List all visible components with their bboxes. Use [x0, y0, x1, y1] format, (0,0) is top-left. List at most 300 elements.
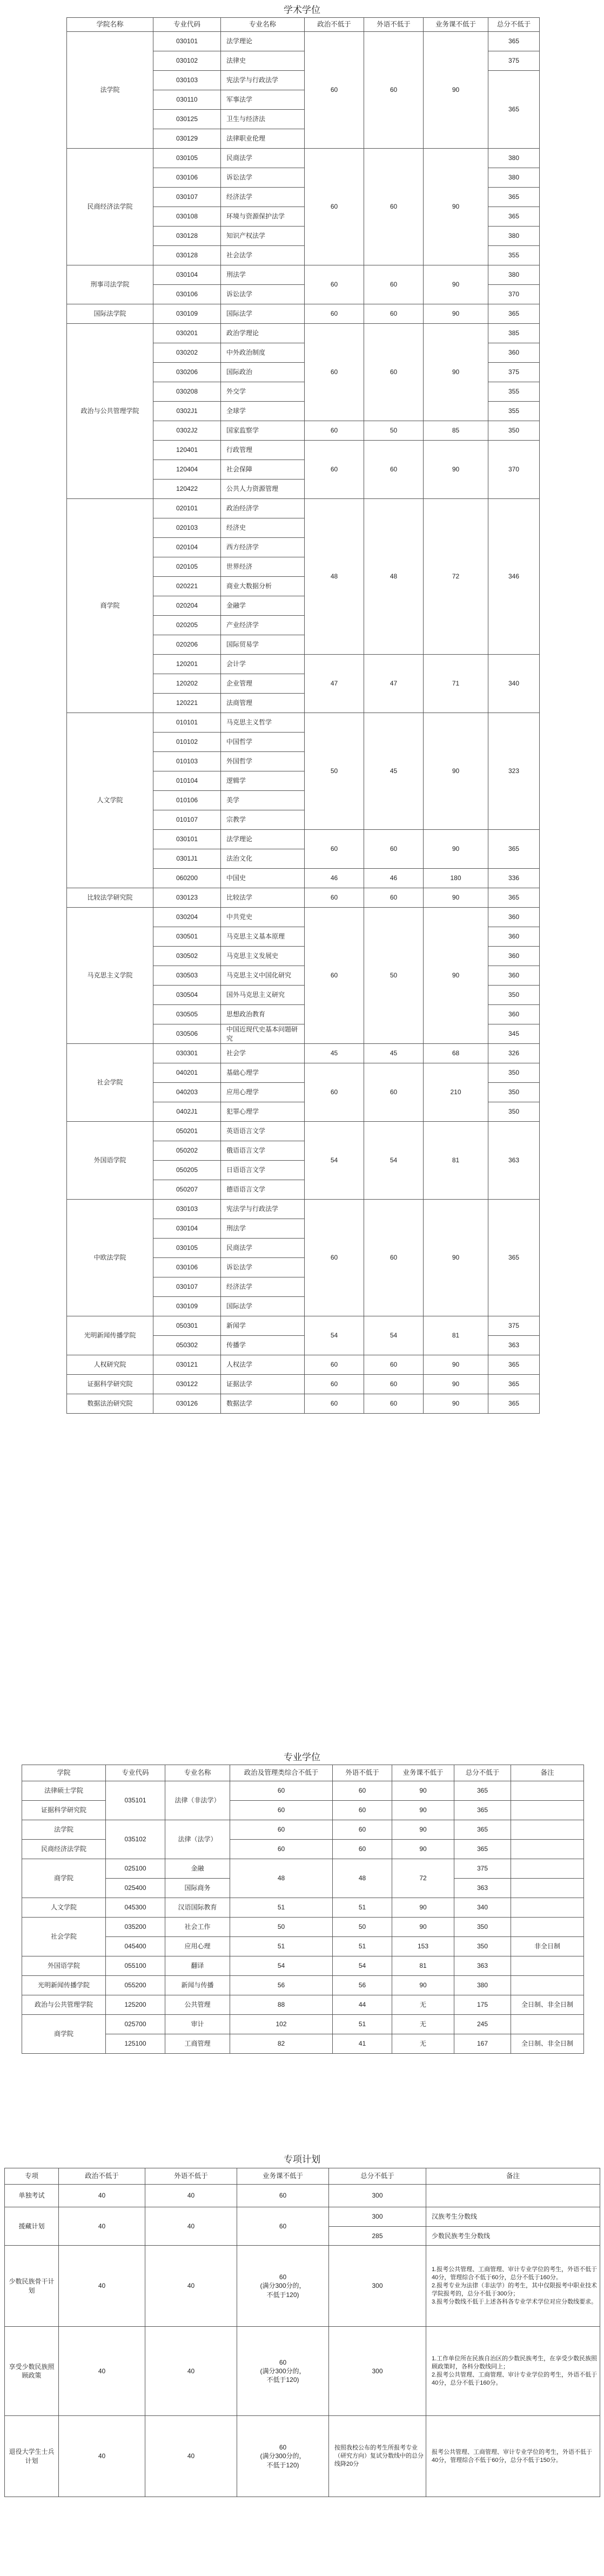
- note: [511, 1781, 584, 1801]
- foreign-language-min: 48: [364, 499, 424, 655]
- major-name: 新闻与传播: [165, 1976, 230, 1995]
- total-min: 365: [488, 188, 540, 207]
- major-name: 国际贸易学: [221, 635, 305, 655]
- major-name: 数据法学: [221, 1394, 305, 1414]
- major-code: 020221: [153, 577, 221, 596]
- foreign-language-min: 60: [364, 324, 424, 421]
- total-min: 365: [488, 1375, 540, 1394]
- major-code: 020205: [153, 616, 221, 635]
- politics-min: 60: [305, 830, 364, 869]
- college-name: 数据法治研究院: [67, 1394, 153, 1414]
- total-min: 375: [454, 1859, 511, 1879]
- politics-min: 60: [305, 1200, 364, 1316]
- major-name: 新闻学: [221, 1316, 305, 1336]
- foreign-language-min: 51: [333, 1937, 392, 1956]
- major-code: 020204: [153, 596, 221, 616]
- major-name: 法学理论: [221, 830, 305, 849]
- foreign-language-min: 44: [333, 1995, 392, 2015]
- politics-min: 40: [59, 2416, 145, 2497]
- total-min: 365: [488, 830, 540, 869]
- total-min: 363: [488, 1336, 540, 1355]
- column-header: 业务课不低于: [392, 1765, 454, 1781]
- total-min: 340: [454, 1898, 511, 1918]
- politics-min: 54: [230, 1956, 333, 1976]
- politics-min: 48: [305, 499, 364, 655]
- note: [511, 1840, 584, 1859]
- total-min: 350: [488, 1102, 540, 1122]
- major-code: 020104: [153, 538, 221, 557]
- table-row: [22, 1859, 584, 1879]
- major-name: 审计: [165, 2015, 230, 2034]
- major-course-min: 60: [237, 2185, 329, 2207]
- major-name: 基础心理学: [221, 1063, 305, 1083]
- column-header: 专业代码: [106, 1765, 165, 1781]
- major-name: 诉讼法学: [221, 285, 305, 304]
- total-min: 385: [488, 324, 540, 343]
- total-min: 326: [488, 1044, 540, 1063]
- college-name: 光明新闻传播学院: [67, 1316, 153, 1355]
- foreign-language-min: 47: [364, 655, 424, 713]
- major-name: 中共党史: [221, 908, 305, 927]
- major-code: 030122: [153, 1375, 221, 1394]
- major-name: 知识产权法学: [221, 227, 305, 246]
- total-min: 300: [329, 2207, 426, 2227]
- politics-min: 60: [305, 908, 364, 1044]
- major-code: 030504: [153, 986, 221, 1005]
- major-name: 公共人力资源管理: [221, 480, 305, 499]
- total-min: 350: [488, 1063, 540, 1083]
- total-min: 365: [488, 1355, 540, 1375]
- total-min: 365: [454, 1801, 511, 1820]
- major-code: 020105: [153, 557, 221, 577]
- note: [511, 1918, 584, 1937]
- major-code: 050205: [153, 1161, 221, 1180]
- major-name: 军事法学: [221, 90, 305, 110]
- college-name: 法学院: [22, 1820, 106, 1840]
- table-row: [5, 2185, 600, 2207]
- major-name: 外国哲学: [221, 752, 305, 771]
- table-row: [67, 32, 540, 51]
- major-name: 诉讼法学: [221, 168, 305, 188]
- major-code: 030106: [153, 285, 221, 304]
- major-name: 日语语言文学: [221, 1161, 305, 1180]
- total-min: 380: [488, 149, 540, 168]
- column-header: 外语不低于: [333, 1765, 392, 1781]
- college-name: 商学院: [67, 499, 153, 713]
- major-name: 法律（法学）: [165, 1820, 230, 1859]
- major-course-min: 90: [424, 441, 488, 499]
- total-min: 363: [454, 1879, 511, 1898]
- total-min: 285: [372, 2232, 383, 2240]
- note: 1.工作单位所在民族自治区的少数民族考生，在享受少数民族照顾政策时，各科分数线同上； 2.报考公共管理、工商管理、审计专业学位的考生，外语不低于40分，总分不低于160分。: [426, 2327, 600, 2416]
- politics-min: 60: [305, 149, 364, 265]
- major-code: 120201: [153, 655, 221, 674]
- politics-min: 60: [230, 1840, 333, 1859]
- table-row: [67, 908, 540, 927]
- foreign-language-min: 60: [364, 1394, 424, 1414]
- table-row: [67, 149, 540, 168]
- major-code: 120404: [153, 460, 221, 480]
- politics-min: 60: [305, 265, 364, 304]
- major-name: 国外马克思主义研究: [221, 986, 305, 1005]
- table-row: [22, 1956, 584, 1976]
- major-name: 应用心理: [165, 1937, 230, 1956]
- major-code: 030121: [153, 1355, 221, 1375]
- foreign-language-min: 60: [333, 1840, 392, 1859]
- table-row: [22, 1937, 584, 1956]
- foreign-language-min: 60: [364, 1063, 424, 1122]
- note: 少数民族考生分数线: [432, 2232, 491, 2240]
- foreign-language-min: 60: [364, 1375, 424, 1394]
- college-name: 政治与公共管理学院: [67, 324, 153, 499]
- table-row: [22, 1995, 584, 2015]
- major-name: 中国近现代史基本问题研究: [221, 1024, 305, 1044]
- major-course-min: 90: [392, 1898, 454, 1918]
- foreign-language-min: 40: [145, 2327, 237, 2416]
- column-header: 专业名称: [221, 18, 305, 32]
- college-name: 外国语学院: [22, 1956, 106, 1976]
- major-name: 社会工作: [165, 1918, 230, 1937]
- total-min: 167: [454, 2034, 511, 2054]
- college-name: 民商经济法学院: [22, 1840, 106, 1859]
- major-name: 诉讼法学: [221, 1258, 305, 1277]
- foreign-language-min: 51: [333, 2015, 392, 2034]
- foreign-language-min: 51: [333, 1898, 392, 1918]
- major-code: 030101: [153, 32, 221, 51]
- note: [511, 1859, 584, 1879]
- major-code: 050302: [153, 1336, 221, 1355]
- major-name: 全球学: [221, 402, 305, 421]
- major-name: 宪法学与行政法学: [221, 71, 305, 90]
- politics-min: 47: [305, 655, 364, 713]
- note: [511, 1976, 584, 1995]
- major-course-min: 60: [237, 2207, 329, 2246]
- major-code: 120202: [153, 674, 221, 694]
- note: [426, 2185, 600, 2207]
- major-name: 俄语语言文学: [221, 1141, 305, 1161]
- foreign-language-min: 40: [145, 2416, 237, 2497]
- major-name: 国际法学: [221, 304, 305, 324]
- total-min: 360: [488, 927, 540, 947]
- total-min: 300: [329, 2246, 426, 2327]
- major-code: 010107: [153, 810, 221, 830]
- column-header: 专业名称: [165, 1765, 230, 1781]
- politics-min: 60: [305, 1355, 364, 1375]
- major-course-min: 68: [424, 1044, 488, 1063]
- foreign-language-min: 60: [364, 830, 424, 869]
- total-min: 245: [454, 2015, 511, 2034]
- major-name: 逻辑学: [221, 771, 305, 791]
- total-min: 365: [454, 1840, 511, 1859]
- major-name: 中国史: [221, 869, 305, 888]
- note: 全日制、非全日制: [511, 2034, 584, 2054]
- foreign-language-min: 40: [145, 2207, 237, 2246]
- politics-min: 51: [230, 1898, 333, 1918]
- major-course-min: 90: [424, 830, 488, 869]
- note: [511, 1898, 584, 1918]
- major-code: 030107: [153, 188, 221, 207]
- major-code: 030105: [153, 1239, 221, 1258]
- major-name: 宪法学与行政法学: [221, 1200, 305, 1219]
- major-course-min: 90: [424, 324, 488, 421]
- major-code: 010101: [153, 713, 221, 733]
- college-name: 商学院: [22, 1859, 106, 1898]
- major-code: 030109: [153, 304, 221, 324]
- column-header: 总分不低于: [488, 18, 540, 32]
- foreign-language-min: 40: [145, 2246, 237, 2327]
- foreign-language-min: 60: [364, 149, 424, 265]
- column-header: 学院: [22, 1765, 106, 1781]
- major-code: 020101: [153, 499, 221, 518]
- major-course-min: 90: [392, 1801, 454, 1820]
- major-name: 法学理论: [221, 32, 305, 51]
- foreign-language-min: 60: [364, 265, 424, 304]
- professional-degree-table: [22, 1765, 584, 2054]
- foreign-language-min: 48: [333, 1859, 392, 1898]
- major-name: 法律（非法学）: [165, 1781, 230, 1820]
- major-code: 030104: [153, 1219, 221, 1239]
- major-name: 国际政治: [221, 363, 305, 382]
- foreign-language-min: 60: [364, 441, 424, 499]
- major-name: 民商法学: [221, 1239, 305, 1258]
- table-row: [67, 499, 540, 518]
- table-header-row: [5, 2168, 600, 2185]
- total-min: 360: [488, 1005, 540, 1024]
- major-name: 犯罪心理学: [221, 1102, 305, 1122]
- major-name: 思想政治教育: [221, 1005, 305, 1024]
- major-code: 050201: [153, 1122, 221, 1141]
- college-name: 国际法学院: [67, 304, 153, 324]
- column-header: 学院名称: [67, 18, 153, 32]
- major-name: 美学: [221, 791, 305, 810]
- politics-min: 60: [305, 324, 364, 421]
- total-min: 363: [454, 1956, 511, 1976]
- politics-min: 50: [230, 1918, 333, 1937]
- foreign-language-min: 50: [333, 1918, 392, 1937]
- major-code: 035102: [106, 1820, 165, 1859]
- column-header: 专项: [5, 2168, 59, 2185]
- plan-name: 单独考试: [5, 2185, 59, 2207]
- total-min: 355: [488, 246, 540, 265]
- major-code: 030202: [153, 343, 221, 363]
- total-min: 340: [488, 655, 540, 713]
- politics-min: 54: [305, 1122, 364, 1200]
- note: 报考公共管理、工商管理、审计专业学位的考生，外语不低于40分，管理综合不低于60分，总分不低于150分。: [426, 2416, 600, 2497]
- major-course-min: 90: [392, 1840, 454, 1859]
- major-code: 030123: [153, 888, 221, 908]
- foreign-language-min: 50: [364, 421, 424, 441]
- total-min: 336: [488, 869, 540, 888]
- major-name: 经济史: [221, 518, 305, 538]
- major-code: 030107: [153, 1277, 221, 1297]
- major-code: 055200: [106, 1976, 165, 1995]
- major-code: 030103: [153, 71, 221, 90]
- politics-min: 45: [305, 1044, 364, 1063]
- major-course-min: 无: [392, 1995, 454, 2015]
- major-name: 外交学: [221, 382, 305, 402]
- total-min: 365: [488, 888, 540, 908]
- college-name: 比较法学研究院: [67, 888, 153, 908]
- table-row: [67, 1200, 540, 1219]
- politics-min: 82: [230, 2034, 333, 2054]
- major-course-min: 90: [424, 149, 488, 265]
- total-min: 346: [488, 499, 540, 655]
- table-row: [67, 1044, 540, 1063]
- column-header: 备注: [426, 2168, 600, 2185]
- foreign-language-min: 54: [364, 1316, 424, 1355]
- total-min: 365: [488, 32, 540, 51]
- column-header: 专业代码: [153, 18, 221, 32]
- college-name: 证据科学研究院: [67, 1375, 153, 1394]
- major-name: 比较法学: [221, 888, 305, 908]
- college-name: 社会学院: [67, 1044, 153, 1122]
- column-header: 总分不低于: [454, 1765, 511, 1781]
- major-course-min: 81: [424, 1316, 488, 1355]
- major-code: 025400: [106, 1879, 165, 1898]
- college-name: 法学院: [67, 32, 153, 149]
- total-min: 365: [488, 1200, 540, 1316]
- major-name: 工商管理: [165, 2034, 230, 2054]
- total-min: 350: [488, 1083, 540, 1102]
- major-course-min: 60 (满分300分的， 不低于120): [237, 2416, 329, 2497]
- major-course-min: 71: [424, 655, 488, 713]
- major-name: 卫生与经济法: [221, 110, 305, 129]
- major-code: 045400: [106, 1937, 165, 1956]
- major-course-min: 90: [392, 1918, 454, 1937]
- major-code: 030506: [153, 1024, 221, 1044]
- foreign-language-min: 40: [145, 2185, 237, 2207]
- politics-min: 40: [59, 2185, 145, 2207]
- table-row: [67, 265, 540, 285]
- major-code: 030110: [153, 90, 221, 110]
- major-code: 035101: [106, 1781, 165, 1820]
- major-code: 030126: [153, 1394, 221, 1414]
- plan-name: 少数民族骨干计划: [5, 2246, 59, 2327]
- major-name: 社会保障: [221, 460, 305, 480]
- foreign-language-min: 60: [364, 1200, 424, 1316]
- column-header: 政治不低于: [305, 18, 364, 32]
- total-min: 365: [488, 1394, 540, 1414]
- major-course-min: 90: [424, 888, 488, 908]
- major-name: 金融: [165, 1859, 230, 1879]
- college-name: 人文学院: [67, 713, 153, 888]
- major-name: 产业经济学: [221, 616, 305, 635]
- major-name: 金融学: [221, 596, 305, 616]
- table-row: [22, 1976, 584, 1995]
- major-name: 会计学: [221, 655, 305, 674]
- college-name: 人权研究院: [67, 1355, 153, 1375]
- politics-min: 51: [230, 1937, 333, 1956]
- major-name: 西方经济学: [221, 538, 305, 557]
- major-course-min: 90: [424, 1394, 488, 1414]
- table-row: [67, 1375, 540, 1394]
- major-code: 020206: [153, 635, 221, 655]
- major-code: 125100: [106, 2034, 165, 2054]
- major-name: 法商管理: [221, 694, 305, 713]
- major-course-min: 81: [392, 1956, 454, 1976]
- table-row: [22, 1898, 584, 1918]
- major-name: 汉语国际教育: [165, 1898, 230, 1918]
- college-name: 证据科学研究院: [22, 1801, 106, 1820]
- foreign-language-min: 41: [333, 2034, 392, 2054]
- column-header: 政治不低于: [59, 2168, 145, 2185]
- total-min: 323: [488, 713, 540, 830]
- total-min: 350: [454, 1937, 511, 1956]
- foreign-language-min: 54: [333, 1956, 392, 1976]
- foreign-language-min: 50: [364, 908, 424, 1044]
- column-header: 业务课不低于: [237, 2168, 329, 2185]
- politics-min: 60: [305, 441, 364, 499]
- politics-min: 48: [230, 1859, 333, 1898]
- major-name: 中国哲学: [221, 733, 305, 752]
- major-course-min: 90: [392, 1820, 454, 1840]
- note: 1.报考公共管理、工商管理、审计专业学位的考生，外语不低于40分，管理综合不低于60分，总分不低于160分。 2.报考专业为法律（非法学）的考生，其中仅限报考中职业技术学院报考的，总分不低于300分； 3.报考分数线不低于上述各科各专业学术学位对应分数线要求。: [426, 2246, 600, 2327]
- note: 非全日制: [511, 1937, 584, 1956]
- politics-min: 60: [230, 1820, 333, 1840]
- plan-name: 援藏计划: [5, 2207, 59, 2246]
- major-name: 政治经济学: [221, 499, 305, 518]
- total-min: 380: [488, 227, 540, 246]
- major-code: 025100: [106, 1859, 165, 1879]
- major-name: 国际法学: [221, 1297, 305, 1316]
- college-name: 马克思主义学院: [67, 908, 153, 1044]
- total-min: 360: [488, 947, 540, 966]
- major-code: 030106: [153, 168, 221, 188]
- politics-min: 40: [59, 2207, 145, 2246]
- major-course-min: 153: [392, 1937, 454, 1956]
- foreign-language-min: 54: [364, 1122, 424, 1200]
- note: [511, 1879, 584, 1898]
- note: [511, 1820, 584, 1840]
- major-name: 社会学: [221, 1044, 305, 1063]
- major-code: 0402J1: [153, 1102, 221, 1122]
- politics-min: 50: [305, 713, 364, 830]
- major-course-min: 60 (满分300分的， 不低于120): [237, 2246, 329, 2327]
- table-row: [5, 2207, 600, 2246]
- total-min: 300: [329, 2185, 426, 2207]
- college-name: 外国语学院: [67, 1122, 153, 1200]
- foreign-language-min: 56: [333, 1976, 392, 1995]
- total-min: 365: [454, 1781, 511, 1801]
- major-name: 行政管理: [221, 441, 305, 460]
- total-min: 380: [488, 168, 540, 188]
- major-code: 030505: [153, 1005, 221, 1024]
- major-code: 025700: [106, 2015, 165, 2034]
- table-row: [67, 713, 540, 733]
- major-name: 德语语言文学: [221, 1180, 305, 1200]
- college-name: 民商经济法学院: [67, 149, 153, 265]
- table-header-row: [67, 18, 540, 32]
- major-code: 120221: [153, 694, 221, 713]
- table-header-row: [22, 1765, 584, 1781]
- major-code: 045300: [106, 1898, 165, 1918]
- major-name: 国家监察学: [221, 421, 305, 441]
- note-split: [426, 2207, 600, 2246]
- major-code: 035200: [106, 1918, 165, 1937]
- foreign-language-min: 60: [333, 1801, 392, 1820]
- major-code: 050301: [153, 1316, 221, 1336]
- section-title-academic: 学术学位: [284, 5, 320, 15]
- major-code: 030501: [153, 927, 221, 947]
- major-code: 030108: [153, 207, 221, 227]
- foreign-language-min: 60: [333, 1781, 392, 1801]
- foreign-language-min: 46: [364, 869, 424, 888]
- major-course-min: 90: [424, 1200, 488, 1316]
- foreign-language-min: 60: [364, 1355, 424, 1375]
- major-name: 马克思主义发展史: [221, 947, 305, 966]
- major-name: 马克思主义哲学: [221, 713, 305, 733]
- major-code: 030128: [153, 246, 221, 265]
